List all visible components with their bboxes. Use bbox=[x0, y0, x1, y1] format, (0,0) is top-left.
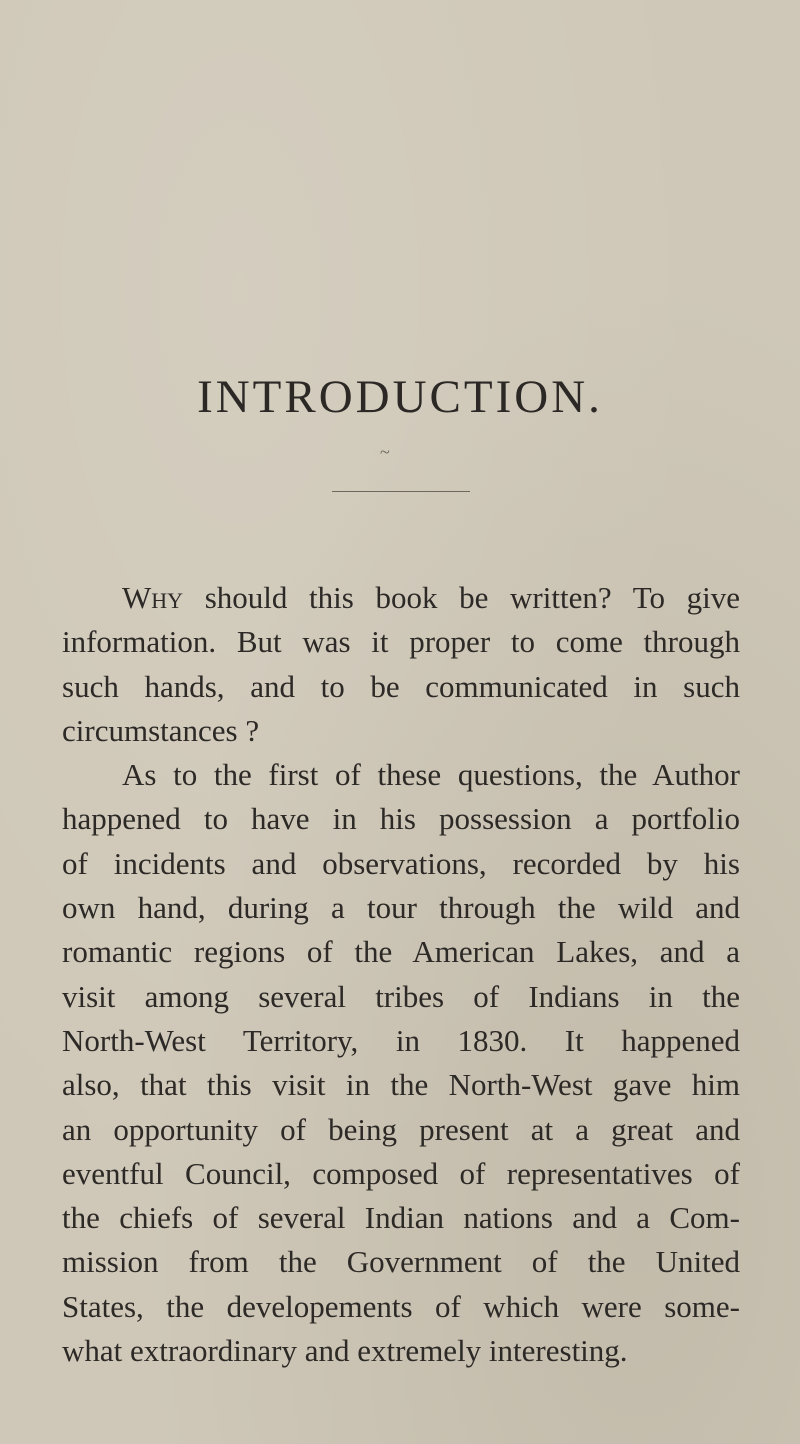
body-text bbox=[62, 576, 740, 1373]
text-line: North-West Territory, in 1830. It happened bbox=[62, 1022, 740, 1058]
text-line: also, that this visit in the North-West gave him bbox=[62, 1067, 740, 1103]
text-line: romantic regions of the American Lakes, and a bbox=[62, 934, 740, 970]
text-line: mission from the Government of the United bbox=[62, 1244, 740, 1280]
text-line: of incidents and observations, recorded by his bbox=[62, 845, 740, 881]
text-line: circumstances ? bbox=[62, 712, 260, 748]
text-line: an opportunity of being present at a great and bbox=[62, 1111, 740, 1147]
text-line: own hand, during a tour through the wild and bbox=[62, 890, 740, 926]
paragraph-1 bbox=[62, 576, 740, 753]
text-line: visit among several tribes of Indians in the bbox=[62, 978, 740, 1014]
text-line: what extraordinary and extremely interesting. bbox=[62, 1333, 628, 1369]
chapter-title: INTRODUCTION. bbox=[197, 371, 603, 423]
text-line: information. But was it proper to come through bbox=[62, 624, 740, 660]
text-line: the chiefs of several Indian nations and a Com- bbox=[62, 1200, 740, 1236]
text-line: happened to have in his possession a portfolio bbox=[62, 801, 740, 837]
text-line: As to the first of these questions, the Author bbox=[122, 757, 740, 793]
text-line: such hands, and to be communicated in such bbox=[62, 668, 740, 704]
title-divider bbox=[332, 491, 470, 492]
text-line: States, the developements of which were some- bbox=[62, 1288, 740, 1324]
text-line: Why should this book be written? To give bbox=[122, 580, 740, 615]
ornament-mark: ~ bbox=[380, 442, 390, 462]
text-line: eventful Council, composed of representatives of bbox=[62, 1155, 740, 1191]
paragraph-2 bbox=[62, 753, 740, 1373]
